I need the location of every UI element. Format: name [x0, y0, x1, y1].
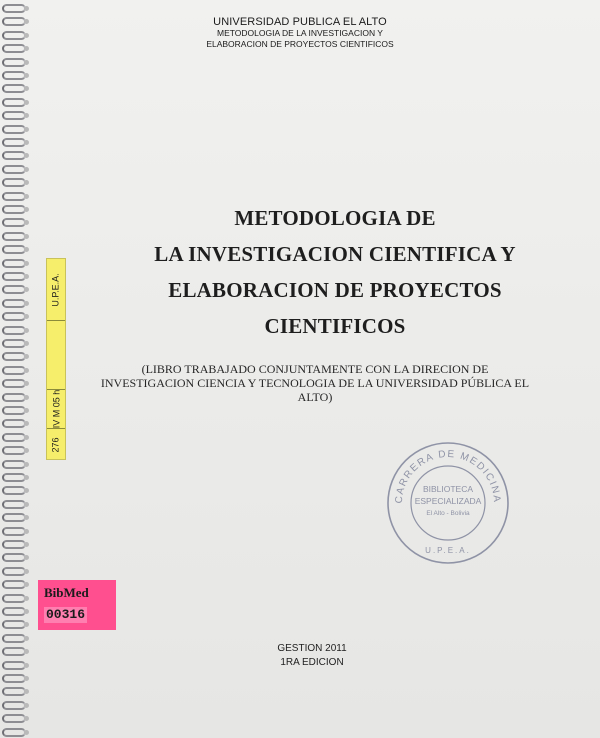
binding-hole: [24, 301, 29, 306]
binding-hole: [24, 86, 29, 91]
binding-hole: [24, 663, 29, 668]
binding-hole: [24, 73, 29, 78]
edition-label: 1RA EDICION: [280, 657, 344, 668]
spine-filler: [47, 321, 65, 389]
binding-hole: [24, 247, 29, 252]
spiral-binding: [0, 0, 34, 738]
binding-coil: [2, 232, 26, 241]
binding-hole: [24, 649, 29, 654]
title-line-4: CIENTIFICOS: [264, 314, 406, 338]
binding-hole: [24, 730, 29, 735]
binding-hole: [24, 395, 29, 400]
binding-hole: [24, 261, 29, 266]
department-line-1: METODOLOGIA DE LA INVESTIGACION Y: [217, 28, 383, 38]
binding-coil: [2, 433, 26, 442]
binding-coil: [2, 473, 26, 482]
spine-code: IV M 05 h: [47, 389, 65, 429]
stamp-bottom-text: U.P.E.A.: [425, 546, 471, 555]
binding-hole: [24, 180, 29, 185]
binding-coil: [2, 272, 26, 281]
binding-coil: [2, 553, 26, 562]
binding-hole: [24, 609, 29, 614]
binding-coil: [2, 125, 26, 134]
binding-coil: [2, 84, 26, 93]
binding-coil: [2, 714, 26, 723]
binding-hole: [24, 622, 29, 627]
binding-hole: [24, 475, 29, 480]
spine-number: 276: [51, 437, 61, 453]
binding-coil: [2, 661, 26, 670]
binding-coil: [2, 366, 26, 375]
binding-hole: [24, 46, 29, 51]
binding-hole: [24, 421, 29, 426]
bibmed-number: 00316: [46, 607, 86, 622]
binding-hole: [24, 488, 29, 493]
show-through-text: [100, 408, 300, 600]
edition-footer: [232, 642, 392, 670]
binding-hole: [24, 341, 29, 346]
binding-coil: [2, 151, 26, 160]
binding-hole: [24, 314, 29, 319]
binding-coil: [2, 460, 26, 469]
binding-hole: [24, 689, 29, 694]
university-header: [170, 16, 430, 50]
binding-coil: [2, 205, 26, 214]
binding-coil: [2, 17, 26, 26]
binding-coil: [2, 352, 26, 361]
binding-hole: [24, 194, 29, 199]
title-line-2: LA INVESTIGACION CIENTIFICA Y: [154, 242, 516, 266]
binding-hole: [24, 716, 29, 721]
binding-coil: [2, 339, 26, 348]
binding-coil: [2, 393, 26, 402]
binding-coil: [2, 634, 26, 643]
binding-hole: [24, 167, 29, 172]
binding-coil: [2, 58, 26, 67]
binding-hole: [24, 127, 29, 132]
binding-coil: [2, 379, 26, 388]
stamp-line-3: El Alto - Bolivia: [426, 510, 470, 517]
binding-hole: [24, 220, 29, 225]
binding-coil: [2, 299, 26, 308]
binding-hole: [24, 153, 29, 158]
binding-coil: [2, 607, 26, 616]
binding-coil: [2, 98, 26, 107]
binding-hole: [24, 6, 29, 11]
binding-coil: [2, 178, 26, 187]
binding-coil: [2, 580, 26, 589]
binding-hole: [24, 529, 29, 534]
binding-hole: [24, 368, 29, 373]
binding-coil: [2, 44, 26, 53]
binding-coil: [2, 728, 26, 737]
binding-coil: [2, 111, 26, 120]
binding-coil: [2, 701, 26, 710]
binding-coil: [2, 486, 26, 495]
gestion-year: GESTION 2011: [277, 643, 347, 654]
binding-hole: [24, 234, 29, 239]
spine-institution: U.P.E.A.: [47, 259, 65, 321]
title-line-1: METODOLOGIA DE: [234, 206, 436, 230]
binding-coil: [2, 594, 26, 603]
binding-hole: [24, 582, 29, 587]
binding-coil: [2, 647, 26, 656]
binding-coil: [2, 71, 26, 80]
binding-coil: [2, 419, 26, 428]
stamp-line-1: BIBLIOTECA: [422, 484, 474, 494]
binding-coil: [2, 4, 26, 13]
binding-coil: [2, 312, 26, 321]
stamp-line-2: ESPECIALIZADA: [414, 496, 482, 506]
binding-hole: [24, 140, 29, 145]
binding-coil: [2, 138, 26, 147]
binding-coil: [2, 406, 26, 415]
binding-hole: [24, 381, 29, 386]
document-subtitle: (LIBRO TRABAJADO CONJUNTAMENTE CON LA DIRECION DE INVESTIGACION CIENCIA Y TECNOLOGIA DE LA UNIVERSIDAD PÚBLICA EL ALTO): [100, 362, 530, 404]
binding-coil: [2, 165, 26, 174]
binding-hole: [24, 555, 29, 560]
binding-hole: [24, 502, 29, 507]
binding-hole: [24, 19, 29, 24]
university-name: UNIVERSIDAD PUBLICA EL ALTO: [213, 16, 387, 28]
binding-hole: [24, 448, 29, 453]
binding-coil: [2, 326, 26, 335]
stamp-arc-text: CARRERA DE MEDICINA: [393, 448, 503, 504]
binding-hole: [24, 287, 29, 292]
binding-coil: [2, 446, 26, 455]
department-line-2: ELABORACION DE PROYECTOS CIENTIFICOS: [206, 39, 394, 49]
bibmed-sticker: [38, 580, 116, 630]
document-title: [100, 200, 570, 344]
binding-hole: [24, 703, 29, 708]
binding-hole: [24, 100, 29, 105]
binding-coil: [2, 245, 26, 254]
binding-coil: [2, 674, 26, 683]
binding-hole: [24, 328, 29, 333]
binding-hole: [24, 113, 29, 118]
binding-hole: [24, 435, 29, 440]
binding-coil: [2, 500, 26, 509]
binding-coil: [2, 31, 26, 40]
binding-hole: [24, 274, 29, 279]
binding-hole: [24, 676, 29, 681]
binding-coil: [2, 192, 26, 201]
binding-coil: [2, 527, 26, 536]
binding-hole: [24, 207, 29, 212]
binding-hole: [24, 542, 29, 547]
binding-coil: [2, 567, 26, 576]
binding-hole: [24, 596, 29, 601]
binding-hole: [24, 636, 29, 641]
bibmed-label: BibMed: [44, 585, 89, 600]
binding-coil: [2, 218, 26, 227]
binding-coil: [2, 620, 26, 629]
library-stamp: [385, 440, 511, 566]
binding-coil: [2, 540, 26, 549]
binding-coil: [2, 259, 26, 268]
binding-hole: [24, 354, 29, 359]
binding-hole: [24, 515, 29, 520]
binding-coil: [2, 285, 26, 294]
title-line-3: ELABORACION DE PROYECTOS: [168, 278, 502, 302]
binding-coil: [2, 513, 26, 522]
binding-hole: [24, 60, 29, 65]
binding-hole: [24, 33, 29, 38]
binding-hole: [24, 408, 29, 413]
binding-coil: [2, 687, 26, 696]
binding-hole: [24, 462, 29, 467]
library-spine-label: [46, 258, 66, 460]
binding-hole: [24, 569, 29, 574]
